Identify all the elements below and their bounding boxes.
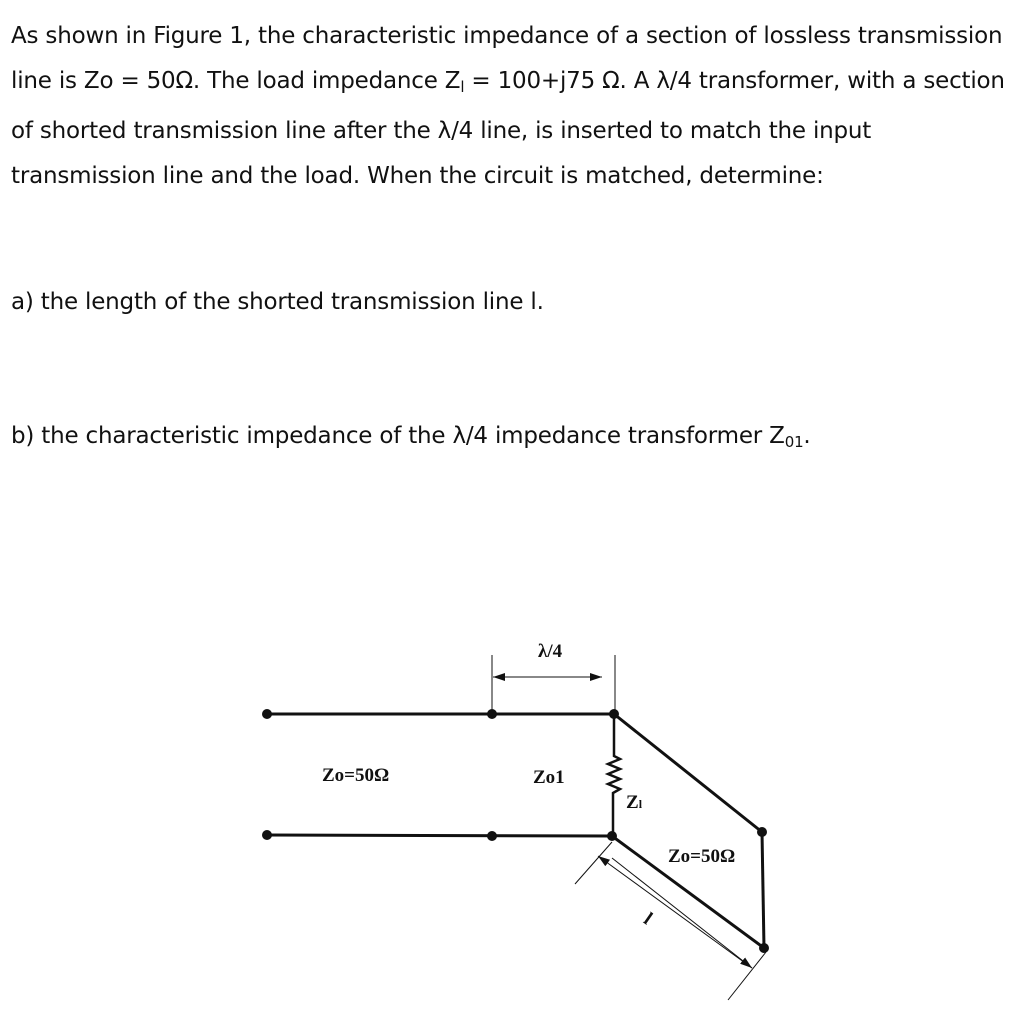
length-dimension-arrow xyxy=(612,858,752,968)
length-label: l xyxy=(639,908,656,930)
nodes xyxy=(262,709,769,953)
bottom-line xyxy=(267,835,612,836)
statement-part-2: = 100+j75 Ω. A λ/4 transformer, with a section of shorted transmission line after the λ/4 line, is inserted to match the input transmission line and the load. When the circuit is matched, determine: xyxy=(11,67,1005,189)
stub-short xyxy=(762,832,764,948)
question-b-text: b) the characteristic impedance of the λ/4 impedance transformer Z xyxy=(11,423,785,449)
zo-stub-label: Zo=50Ω xyxy=(668,846,736,867)
question-b-end: . xyxy=(803,423,811,449)
question-a: a) the length of the shorted transmission line l. xyxy=(11,289,544,315)
stub-top xyxy=(614,714,762,832)
zl-label: Zl xyxy=(626,792,643,813)
question-b-subscript: 01 xyxy=(784,433,804,451)
zo1-label: Zo1 xyxy=(533,767,565,788)
load-subscript: l xyxy=(460,77,465,96)
load-resistor xyxy=(608,714,620,836)
statement-part-1: As shown in Figure 1, the characteristic impedance of a section of lossless transmission line is Zo = 50Ω. The load impedance Z xyxy=(11,23,1003,94)
zo-left-label: Zo=50Ω xyxy=(322,765,390,786)
lambda-label: λ/4 xyxy=(538,641,563,662)
